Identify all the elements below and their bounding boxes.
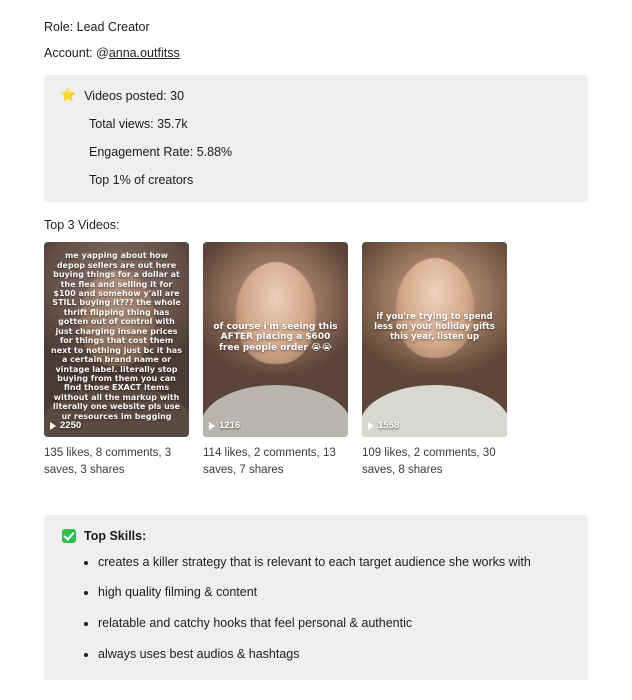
account-prefix: Account: @ xyxy=(44,46,109,61)
top-skills-heading xyxy=(62,529,570,543)
play-count: 2250 xyxy=(60,420,82,432)
play-count-badge xyxy=(209,420,240,431)
play-count: 1216 xyxy=(219,420,241,432)
skills-list xyxy=(62,553,570,664)
top-skills-panel xyxy=(44,515,588,680)
stat-engagement-rate-text: Engagement Rate: 5.88% xyxy=(89,144,233,159)
stat-videos-posted-text: Videos posted: 30 xyxy=(84,89,185,104)
top-videos-heading: Top 3 Videos: xyxy=(44,218,120,233)
skill-item: • relatable and catchy hooks that feel personal & authentic xyxy=(98,614,570,633)
play-icon xyxy=(368,422,374,430)
video-thumbnail[interactable] xyxy=(203,242,348,437)
video-overlay-caption: of course i'm seeing this AFTER placing a $600 free people order 😭😭 xyxy=(213,321,338,353)
video-thumbnail[interactable] xyxy=(44,242,189,437)
video-overlay-caption: if you're trying to spend less on your holiday gifts this year, listen up xyxy=(374,312,495,343)
video-list xyxy=(44,242,588,478)
stat-top-percent-text: Top 1% of creators xyxy=(89,172,194,187)
stats-panel xyxy=(44,75,588,202)
top-skills-title: Top Skills: xyxy=(84,528,147,543)
play-count-badge xyxy=(368,420,399,431)
video-thumbnail[interactable] xyxy=(362,242,507,437)
play-icon xyxy=(209,422,215,430)
skill-item: • always uses best audios & hashtags xyxy=(98,645,570,664)
stat-videos-posted xyxy=(60,87,572,106)
stat-total-views xyxy=(60,115,572,134)
account-line xyxy=(44,44,588,62)
role-line: Role: Lead Creator xyxy=(44,20,150,34)
video-stats-caption: 114 likes, 2 comments, 13 saves, 7 shares xyxy=(203,447,336,476)
video-card[interactable] xyxy=(203,242,348,478)
check-icon xyxy=(62,529,76,543)
play-count: 1558 xyxy=(378,420,400,432)
video-stats-caption: 135 likes, 8 comments, 3 saves, 3 shares xyxy=(44,447,172,476)
video-overlay-caption: me yapping about how depop sellers are out here buying things for a dollar at the flea and selling it for $100 and somehow y'all are STILL buying it??? the whole thrift flipping thing has gotten out of control with just charging insane prices for things that cost them next to nothing just bc it has a certain brand name or vintage label. literally stop buying from them you can find those EXACT items without all the markup with literally one website pls use ur resources im begging xyxy=(51,251,182,421)
stat-top-percent xyxy=(60,171,572,190)
video-card[interactable] xyxy=(362,242,507,478)
stat-engagement-rate xyxy=(60,143,572,162)
person-figure xyxy=(396,258,474,358)
star-icon: ⭐ xyxy=(60,87,77,103)
stat-total-views-text: Total views: 35.7k xyxy=(89,117,188,131)
skill-item: • high quality filming & content xyxy=(98,583,570,602)
video-card[interactable] xyxy=(44,242,189,478)
skill-item: • creates a killer strategy that is relevant to each target audience she works with xyxy=(98,553,570,572)
account-handle-link[interactable]: anna.outfitss xyxy=(108,46,180,61)
video-stats-caption: 109 likes, 2 comments, 30 saves, 8 shares xyxy=(362,447,496,476)
play-icon xyxy=(50,422,56,430)
play-count-badge xyxy=(50,420,81,431)
